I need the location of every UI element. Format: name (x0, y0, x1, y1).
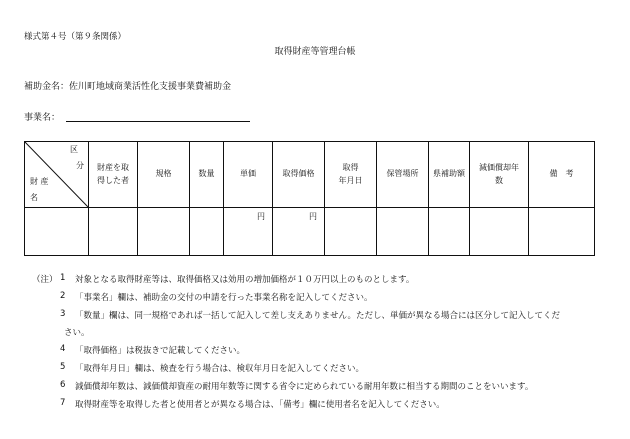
header-spec (138, 142, 190, 208)
note-text: 対象となる取得財産等は、取得価格又は効用の増加価格が１０万円以上のものとします。 (75, 275, 415, 285)
project-name-label: 事業名： (24, 113, 61, 123)
cell-quantity[interactable] (190, 208, 224, 256)
note-number: 5 (60, 362, 66, 372)
header-storage-location-label: 保管場所 (386, 169, 419, 179)
header-acquisition-price-label: 取得価格 (282, 169, 315, 179)
note-text: 「取得価格」は税抜きで記載してください。 (75, 346, 246, 356)
note-number: 4 (60, 344, 66, 354)
note-text: 「事業名」欄は、補助金の交付の申請を行った事業名称を記入してください。 (75, 293, 373, 303)
note-item-4 (0, 344, 630, 358)
header-acquirer (89, 142, 138, 208)
cell-depreciation-years[interactable] (470, 208, 529, 256)
note-text-continuation: さい。 (64, 328, 90, 338)
page-title: 取得財産等管理台帳 (274, 47, 356, 57)
header-prefecture-subsidy (429, 142, 470, 208)
cell-acquisition-date[interactable] (325, 208, 377, 256)
cell-unit-price[interactable] (224, 208, 273, 256)
header-acquirer-line-1: 財産を取 (97, 162, 129, 172)
header-category-item-cell (25, 142, 89, 208)
header-acquisition-date-line-2: 年月日 (338, 175, 363, 185)
subsidy-name-label: 補助金名： (24, 82, 70, 92)
note-item-3-continuation (0, 326, 630, 340)
header-item-label-1: 財 産 (30, 177, 49, 186)
header-unit-price (224, 142, 273, 208)
note-item-6 (0, 380, 630, 394)
note-text: 「数量」欄は、同一規格であれば一括して記入して差し支えありません。ただし、単価が異なる場合には区分して記入してくだ (75, 311, 561, 321)
cell-prefecture-subsidy[interactable] (429, 208, 470, 256)
note-item-5 (0, 362, 630, 376)
header-depreciation-years-line-1: 減価償却年 (479, 162, 519, 172)
note-number: 1 (60, 273, 66, 283)
header-acquisition-price (273, 142, 325, 208)
cell-storage-location[interactable] (377, 208, 429, 256)
note-number: 2 (60, 291, 66, 301)
note-number: 7 (60, 398, 66, 408)
notes-prefix: （注） (32, 275, 58, 285)
note-number: 6 (60, 380, 66, 390)
header-prefecture-subsidy-label: 県補助額 (433, 169, 465, 179)
header-acquirer-line-2: 得した者 (97, 175, 129, 185)
header-quantity (190, 142, 224, 208)
header-item-label-2: 名 (30, 193, 38, 202)
header-category-label-2: 分 (76, 161, 84, 170)
header-spec-label: 規格 (155, 169, 172, 179)
table-header-row (25, 142, 595, 208)
cell-spec[interactable] (138, 208, 190, 256)
note-item-1 (0, 273, 630, 287)
form-number: 様式第４号（第９条関係） (24, 32, 127, 42)
acquisition-price-yen-unit: 円 (309, 212, 317, 221)
note-item-2 (0, 291, 630, 305)
header-category-label-1: 区 (70, 145, 78, 154)
note-text: 減価償却年数は、減価償却資産の耐用年数等に関する省令に定められている耐用年数に相当する期間のことをいいます。 (75, 382, 534, 392)
header-storage-location (377, 142, 429, 208)
header-unit-price-label: 単価 (240, 169, 256, 179)
unit-price-yen-unit: 円 (257, 212, 265, 221)
subsidy-name-line (24, 79, 231, 92)
header-remarks (529, 142, 595, 208)
note-item-7 (0, 398, 630, 412)
cell-acquisition-price[interactable] (273, 208, 325, 256)
table-row (25, 208, 595, 256)
header-remarks-label: 備 考 (549, 169, 574, 179)
header-acquisition-date-line-1: 取得 (342, 162, 359, 172)
note-number: 3 (60, 309, 66, 319)
cell-asset-name[interactable] (25, 208, 89, 256)
header-depreciation-years (470, 142, 529, 208)
cell-acquirer[interactable] (89, 208, 138, 256)
cell-remarks[interactable] (529, 208, 595, 256)
asset-ledger-table (24, 141, 595, 256)
note-text: 「取得年月日」欄は、検査を行う場合は、検収年月日を記入してください。 (75, 364, 365, 374)
subsidy-name-value: 佐川町地域商業活性化支援事業費補助金 (69, 82, 232, 92)
header-quantity-label: 数量 (198, 169, 215, 179)
note-item-3 (0, 309, 630, 323)
header-acquisition-date (325, 142, 377, 208)
note-text: 取得財産等を取得した者と使用者とが異なる場合は、「備考」欄に使用者名を記入してください。 (75, 400, 445, 410)
project-name-field[interactable] (66, 121, 250, 122)
header-depreciation-years-line-2: 数 (495, 175, 503, 185)
